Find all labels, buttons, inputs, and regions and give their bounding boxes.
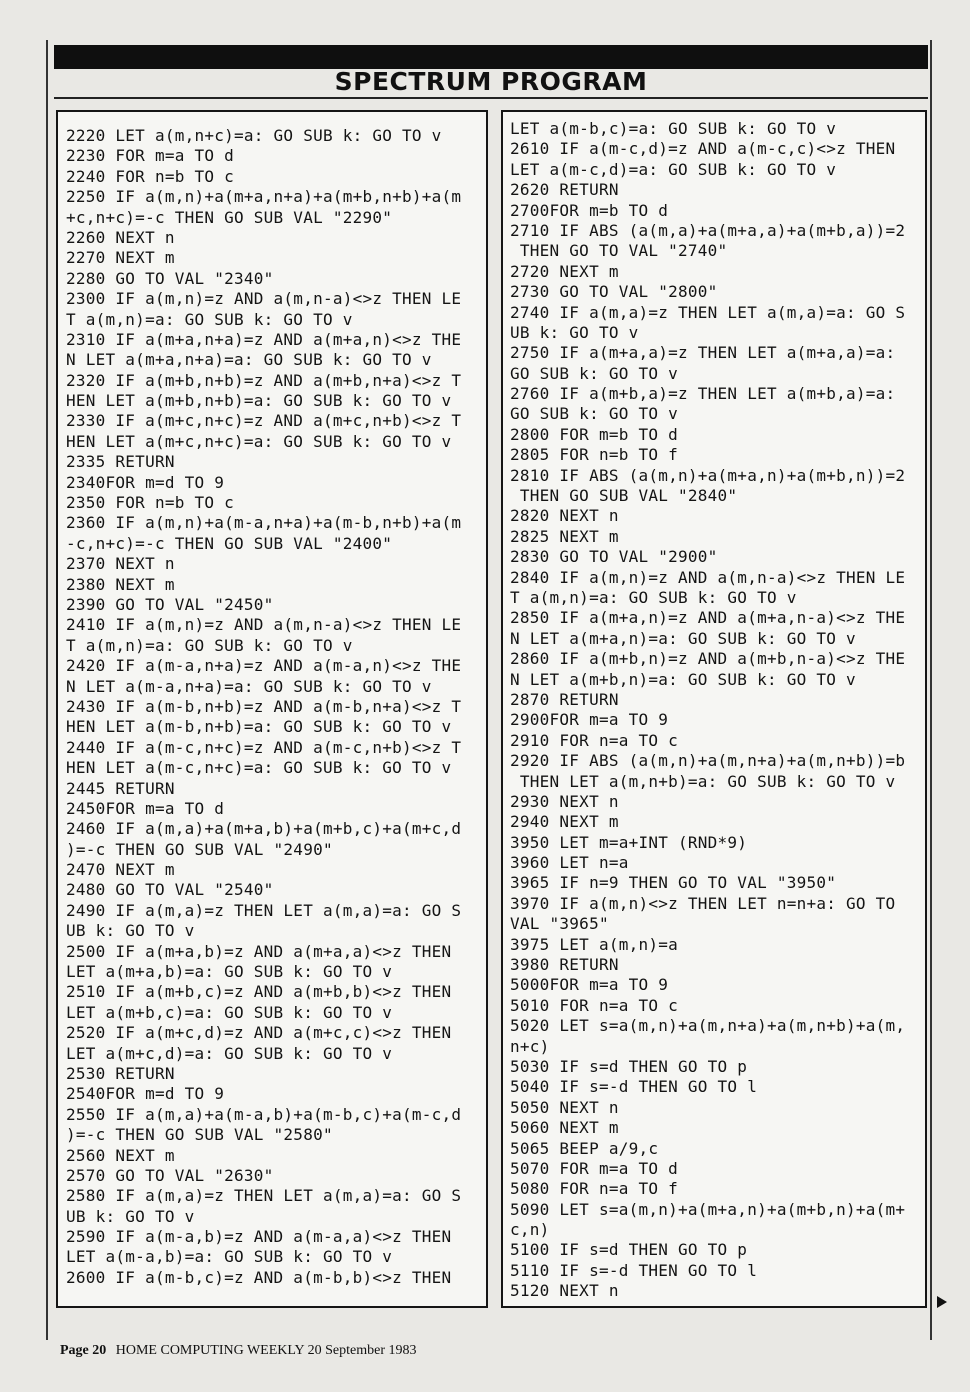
code-line: 5080 FOR n=a TO f	[510, 1179, 679, 1199]
code-line: T a(m,n)=a: GO SUB k: GO TO v	[66, 635, 353, 655]
code-line: N LET a(m-a,n+a)=a: GO SUB k: GO TO v	[66, 676, 432, 696]
code-line: 2870 RETURN	[510, 689, 619, 709]
code-line: LET a(m+a,b)=a: GO SUB k: GO TO v	[66, 962, 393, 982]
code-line: 2920 IF ABS (a(m,n)+a(m,n+a)+a(m,n+b))=b	[510, 751, 906, 771]
code-line: 2240 FOR n=b TO c	[66, 166, 235, 186]
code-line: 2445 RETURN	[66, 778, 175, 798]
code-line: )=-c THEN GO SUB VAL "2490"	[66, 839, 333, 859]
page-number: Page 20	[60, 1343, 107, 1358]
code-line: 2330 IF a(m+c,n+c)=z AND a(m+c,n+b)<>z T	[66, 411, 462, 431]
code-line: 5065 BEEP a/9,c	[510, 1138, 659, 1158]
code-line: 5060 NEXT m	[510, 1118, 619, 1138]
code-line: n+c)	[510, 1036, 550, 1056]
code-line: N LET a(m+a,n+a)=a: GO SUB k: GO TO v	[66, 350, 432, 370]
code-line: 2820 NEXT n	[510, 506, 619, 526]
code-line: 2460 IF a(m,a)+a(m+a,b)+a(m+b,c)+a(m+c,d	[66, 819, 462, 839]
code-line: 2450FOR m=a TO d	[66, 798, 225, 818]
code-line: THEN GO TO VAL "2740"	[510, 241, 728, 261]
code-line: 5000FOR m=a TO 9	[510, 975, 669, 995]
code-line: 2360 IF a(m,n)+a(m-a,n+a)+a(m-b,n+b)+a(m	[66, 513, 462, 533]
code-line: 2900FOR m=a TO 9	[510, 710, 669, 730]
code-line: 3975 LET a(m,n)=a	[510, 934, 679, 954]
code-line: 2840 IF a(m,n)=z AND a(m,n-a)<>z THEN LE	[510, 567, 906, 587]
code-line: 2440 IF a(m-c,n+c)=z AND a(m-c,n+b)<>z T	[66, 737, 462, 757]
publication-line: HOME COMPUTING WEEKLY 20 September 1983	[115, 1343, 417, 1358]
code-line: 3960 LET n=a	[510, 853, 629, 873]
code-line: 2910 FOR n=a TO c	[510, 730, 679, 750]
code-line: GO SUB k: GO TO v	[510, 404, 679, 424]
code-line: T a(m,n)=a: GO SUB k: GO TO v	[510, 587, 797, 607]
code-line: 2740 IF a(m,a)=z THEN LET a(m,a)=a: GO S	[510, 302, 906, 322]
code-line: UB k: GO TO v	[510, 322, 639, 342]
header-black-bar	[54, 45, 928, 69]
code-line: 3980 RETURN	[510, 955, 619, 975]
code-line: 2350 FOR n=b TO c	[66, 493, 235, 513]
code-line: LET a(m+b,c)=a: GO SUB k: GO TO v	[66, 1002, 393, 1022]
code-line: 2810 IF ABS (a(m,n)+a(m+a,n)+a(m+b,n))=2	[510, 465, 906, 485]
continue-arrow-icon	[937, 1296, 947, 1308]
code-line: 5110 IF s=-d THEN GO TO l	[510, 1260, 758, 1280]
code-line: 2250 IF a(m,n)+a(m+a,n+a)+a(m+b,n+b)+a(m	[66, 187, 462, 207]
page-frame-left-rule	[46, 40, 48, 1340]
code-line: 2410 IF a(m,n)=z AND a(m,n-a)<>z THEN LE	[66, 615, 462, 635]
code-line: 3965 IF n=9 THEN GO TO VAL "3950"	[510, 873, 837, 893]
code-line: 2280 GO TO VAL "2340"	[66, 268, 274, 288]
code-line: 2390 GO TO VAL "2450"	[66, 594, 274, 614]
code-line: 2530 RETURN	[66, 1063, 175, 1083]
code-line: 2700FOR m=b TO d	[510, 200, 669, 220]
code-line: 2520 IF a(m+c,d)=z AND a(m+c,c)<>z THEN	[66, 1023, 452, 1043]
code-line: 5100 IF s=d THEN GO TO p	[510, 1240, 748, 1260]
code-line: LET a(m-a,b)=a: GO SUB k: GO TO v	[66, 1247, 393, 1267]
code-line: 2580 IF a(m,a)=z THEN LET a(m,a)=a: GO S	[66, 1186, 462, 1206]
code-line: 2570 GO TO VAL "2630"	[66, 1165, 274, 1185]
code-line: 2540FOR m=d TO 9	[66, 1084, 225, 1104]
code-line: 2730 GO TO VAL "2800"	[510, 282, 718, 302]
code-line: 2430 IF a(m-b,n+b)=z AND a(m-b,n+a)<>z T	[66, 696, 462, 716]
code-line: 2850 IF a(m+a,n)=z AND a(m+a,n-a)<>z THE	[510, 608, 906, 628]
code-line: UB k: GO TO v	[66, 1206, 195, 1226]
code-line: LET a(m+c,d)=a: GO SUB k: GO TO v	[66, 1043, 393, 1063]
code-line: 2380 NEXT m	[66, 574, 175, 594]
code-line: 5090 LET s=a(m,n)+a(m+a,n)+a(m+b,n)+a(m+	[510, 1199, 906, 1219]
code-line: 2230 FOR m=a TO d	[66, 146, 235, 166]
code-line: 5070 FOR m=a TO d	[510, 1158, 679, 1178]
code-line: 2720 NEXT m	[510, 261, 619, 281]
code-line: )=-c THEN GO SUB VAL "2580"	[66, 1125, 333, 1145]
code-line: 2510 IF a(m+b,c)=z AND a(m+b,b)<>z THEN	[66, 982, 452, 1002]
code-line: 2320 IF a(m+b,n+b)=z AND a(m+b,n+a)<>z T	[66, 370, 462, 390]
code-line: 2490 IF a(m,a)=z THEN LET a(m,a)=a: GO S	[66, 900, 462, 920]
code-line: THEN LET a(m,n+b)=a: GO SUB k: GO TO v	[510, 771, 896, 791]
heading-underline-rule	[54, 97, 928, 99]
code-line: VAL "3965"	[510, 914, 609, 934]
code-line: 5010 FOR n=a TO c	[510, 995, 679, 1015]
listing-left-column	[56, 110, 488, 1308]
listing-right-column	[501, 110, 927, 1308]
code-line: 2860 IF a(m+b,n)=z AND a(m+b,n-a)<>z THE	[510, 649, 906, 669]
code-line: 2480 GO TO VAL "2540"	[66, 880, 274, 900]
code-line: 2370 NEXT n	[66, 554, 175, 574]
code-line: 2550 IF a(m,a)+a(m-a,b)+a(m-b,c)+a(m-c,d	[66, 1104, 462, 1124]
page-footer	[60, 1343, 417, 1359]
code-line: 5050 NEXT n	[510, 1097, 619, 1117]
code-line: HEN LET a(m+c,n+c)=a: GO SUB k: GO TO v	[66, 431, 452, 451]
code-line: 2800 FOR m=b TO d	[510, 424, 679, 444]
code-line: HEN LET a(m+b,n+b)=a: GO SUB k: GO TO v	[66, 391, 452, 411]
code-line: 5120 NEXT n	[510, 1281, 619, 1301]
code-line: c,n)	[510, 1220, 550, 1240]
code-line: 2760 IF a(m+b,a)=z THEN LET a(m+b,a)=a:	[510, 384, 896, 404]
code-line: 2340FOR m=d TO 9	[66, 472, 225, 492]
code-line: 2830 GO TO VAL "2900"	[510, 547, 718, 567]
code-line: 2930 NEXT n	[510, 791, 619, 811]
section-heading: SPECTRUM PROGRAM	[334, 67, 648, 96]
code-line: 2590 IF a(m-a,b)=z AND a(m-a,a)<>z THEN	[66, 1227, 452, 1247]
page-frame-right-rule	[930, 40, 932, 1340]
code-line: -c,n+c)=-c THEN GO SUB VAL "2400"	[66, 533, 393, 553]
code-line: GO SUB k: GO TO v	[510, 363, 679, 383]
code-line: +c,n+c)=-c THEN GO SUB VAL "2290"	[66, 207, 393, 227]
code-line: LET a(m-b,c)=a: GO SUB k: GO TO v	[510, 119, 837, 138]
code-line: 2560 NEXT m	[66, 1145, 175, 1165]
code-line: N LET a(m+a,n)=a: GO SUB k: GO TO v	[510, 628, 856, 648]
code-line: 2710 IF ABS (a(m,a)+a(m+a,a)+a(m+b,a))=2	[510, 220, 906, 240]
code-line: 2220 LET a(m,n+c)=a: GO SUB k: GO TO v	[66, 126, 442, 145]
code-line: 2610 IF a(m-c,d)=z AND a(m-c,c)<>z THEN	[510, 139, 896, 159]
code-line: 2260 NEXT n	[66, 227, 175, 247]
code-line: 2600 IF a(m-b,c)=z AND a(m-b,b)<>z THEN	[66, 1267, 452, 1287]
code-line: 2750 IF a(m+a,a)=z THEN LET a(m+a,a)=a:	[510, 343, 896, 363]
code-line: 2805 FOR n=b TO f	[510, 445, 679, 465]
code-line: 3950 LET m=a+INT (RND*9)	[510, 832, 748, 852]
code-line: 2420 IF a(m-a,n+a)=z AND a(m-a,n)<>z THE	[66, 656, 462, 676]
code-line: 2500 IF a(m+a,b)=z AND a(m+a,a)<>z THEN	[66, 941, 452, 961]
code-line: N LET a(m+b,n)=a: GO SUB k: GO TO v	[510, 669, 856, 689]
code-line: 2940 NEXT m	[510, 812, 619, 832]
code-line: 2620 RETURN	[510, 180, 619, 200]
code-line: UB k: GO TO v	[66, 921, 195, 941]
code-line: HEN LET a(m-b,n+b)=a: GO SUB k: GO TO v	[66, 717, 452, 737]
code-line: 2310 IF a(m+a,n+a)=z AND a(m+a,n)<>z THE	[66, 329, 462, 349]
code-line: 2335 RETURN	[66, 452, 175, 472]
code-line: T a(m,n)=a: GO SUB k: GO TO v	[66, 309, 353, 329]
code-line: 2470 NEXT m	[66, 860, 175, 880]
code-line: LET a(m-c,d)=a: GO SUB k: GO TO v	[510, 159, 837, 179]
code-line: 5020 LET s=a(m,n)+a(m,n+a)+a(m,n+b)+a(m,	[510, 1016, 906, 1036]
code-line: 5030 IF s=d THEN GO TO p	[510, 1056, 748, 1076]
code-line: 2270 NEXT m	[66, 248, 175, 268]
code-line: 2825 NEXT m	[510, 526, 619, 546]
code-line: THEN GO SUB VAL "2840"	[510, 486, 738, 506]
code-line: HEN LET a(m-c,n+c)=a: GO SUB k: GO TO v	[66, 758, 452, 778]
code-line: 2300 IF a(m,n)=z AND a(m,n-a)<>z THEN LE	[66, 289, 462, 309]
code-line: 5040 IF s=-d THEN GO TO l	[510, 1077, 758, 1097]
code-line: 3970 IF a(m,n)<>z THEN LET n=n+a: GO TO	[510, 893, 896, 913]
